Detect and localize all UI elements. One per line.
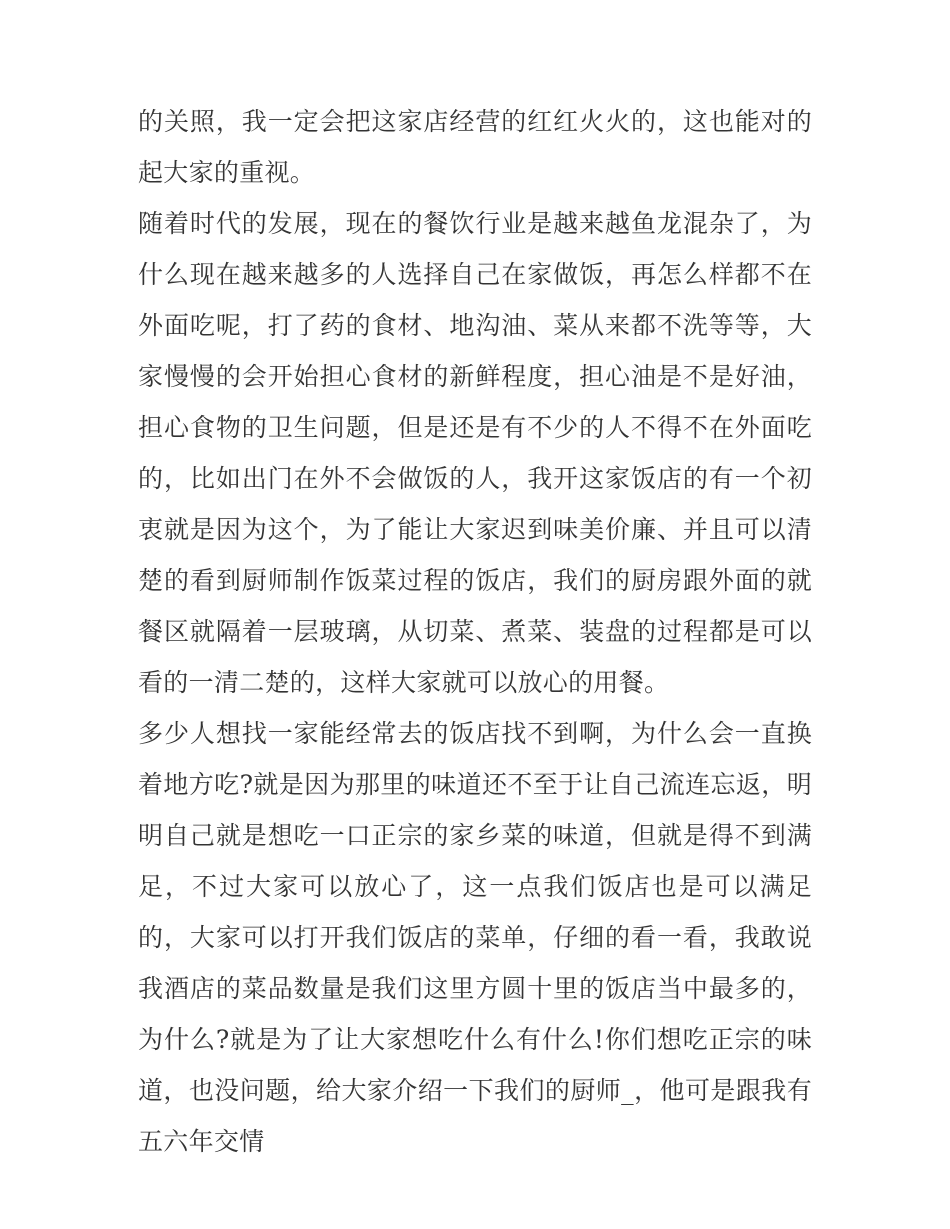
paragraph: 随着时代的发展，现在的餐饮行业是越来越鱼龙混杂了，为什么现在越来越多的人选择自己在家做饭，再怎么样都不在外面吃呢，打了药的食材、地沟油、菜从来都不洗等等，大家慢慢的会开始担心食材的新鲜程度，担心油是不是好油，担心食物的卫生问题，但是还是有不少的人不得不在外面吃的，比如出门在外不会做饭的人，我开这家饭店的有一个初衷就是因为这个，为了能让大家迟到味美价廉、并且可以清楚的看到厨师制作饭菜过程的饭店，我们的厨房跟外面的就餐区就隔着一层玻璃，从切菜、煮菜、装盘的过程都是可以看的一清二楚的，这样大家就可以放心的用餐。 [138, 209, 812, 697]
paragraph: 多少人想找一家能经常去的饭店找不到啊，为什么会一直换着地方吃?就是因为那里的味道还不至于让自己流连忘返，明明自己就是想吃一口正宗的家乡菜的味道，但就是得不到满足，不过大家可以放心了，这一点我们饭店也是可以满足的，大家可以打开我们饭店的菜单，仔细的看一看，我敢说我酒店的菜品数量是我们这里方圆十里的饭店当中最多的，为什么?就是为了让大家想吃什么有什么!你们想吃正宗的味道，也没问题，给大家介绍一下我们的厨师_，他可是跟我有五六年交情 [138, 719, 812, 1156]
paragraph: 的关照，我一定会把这家店经营的红红火火的，这也能对的起大家的重视。 [138, 107, 812, 187]
document-body [138, 96, 812, 1167]
